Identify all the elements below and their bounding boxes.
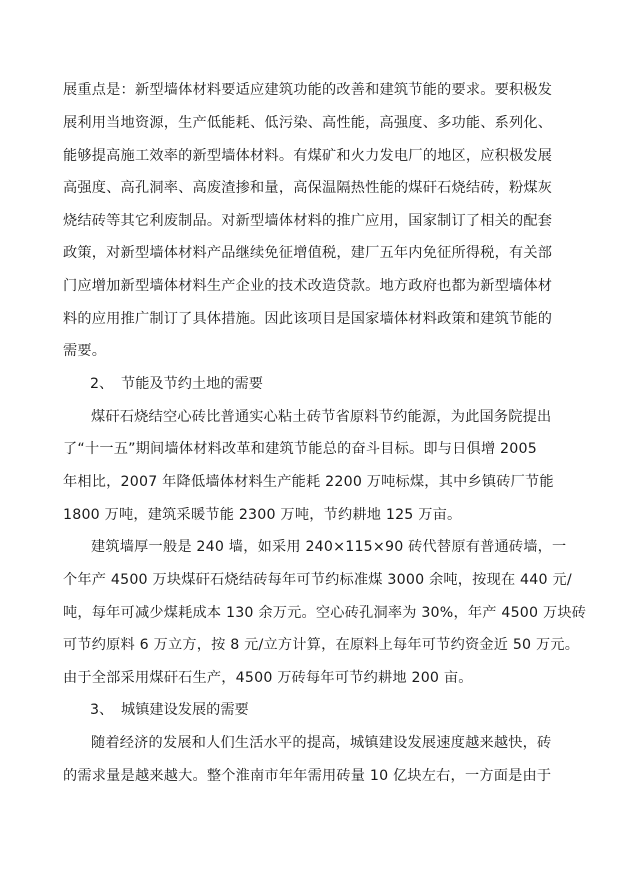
text-line: 个年产 4500 万块煤矸石烧结砖每年可节约标准煤 3000 余吨，按现在 440 元/	[63, 572, 572, 588]
text-line: 高强度、高孔洞率、高废渣掺和量，高保温隔热性能的煤矸石烧结砖，粉煤灰	[63, 180, 553, 196]
text-line: 展利用当地资源，生产低能耗、低污染、高性能，高强度、多功能、系列化、	[63, 115, 553, 131]
text-line: 政策，对新型墙体材料产品继续免征增值税，建厂五年内免征所得税，有关部	[63, 245, 553, 261]
text-line: 展重点是：新型墙体材料要适应建筑功能的改善和建筑节能的要求。要积极发	[63, 82, 553, 98]
text-line: 建筑墙厚一般是 240 墙，如采用 240×115×90 砖代替原有普通砖墙，一	[91, 539, 567, 555]
text-line: 烧结砖等其它利废制品。对新型墙体材料的推广应用，国家制订了相关的配套	[63, 213, 553, 229]
text-line: 1800 万吨，建筑采暖节能 2300 万吨，节约耕地 125 万亩。	[63, 507, 462, 523]
section-number: 2、	[90, 376, 114, 392]
text-line: 门应增加新型墙体材料生产企业的技术改造贷款。地方政府也都为新型墙体材	[63, 278, 553, 294]
section-number: 3、	[90, 702, 114, 718]
section-title: 城镇建设发展的需要	[121, 702, 249, 718]
text-line: 年相比，2007 年降低墙体材料生产能耗 2200 万吨标煤，其中乡镇砖厂节能	[63, 474, 554, 490]
text-line: 料的应用推广制订了具体措施。因此该项目是国家墙体材料政策和建筑节能的	[63, 311, 553, 327]
text-line: 煤矸石烧结空心砖比普通实心粘土砖节省原料节约能源，为此国务院提出	[91, 409, 552, 425]
text-line: 需要。	[63, 343, 107, 359]
text-line: 的需求量是越来越大。整个淮南市年年需用砖量 10 亿块左右，一方面是由于	[63, 768, 552, 784]
text-line: 吨，每年可减少煤耗成本 130 余万元。空心砖孔洞率为 30%，年产 4500 万块砖	[63, 605, 587, 621]
text-line: 由于全部采用煤矸石生产，4500 万砖每年可节约耕地 200 亩。	[63, 670, 473, 686]
section-title: 节能及节约土地的需要	[121, 376, 263, 392]
text-line: 能够提高施工效率的新型墙体材料。有煤矿和火力发电厂的地区，应积极发展	[63, 148, 553, 164]
text-line: 可节约原料 6 万立方，按 8 元/立方计算，在原料上每年可节约资金近 50 万元。	[63, 637, 580, 653]
text-line: 随着经济的发展和人们生活水平的提高，城镇建设发展速度越来越快，砖	[91, 735, 552, 751]
text-line: 了“十一五”期间墙体材料改革和建筑节能总的奋斗目标。即与日俱增 2005	[63, 441, 537, 457]
